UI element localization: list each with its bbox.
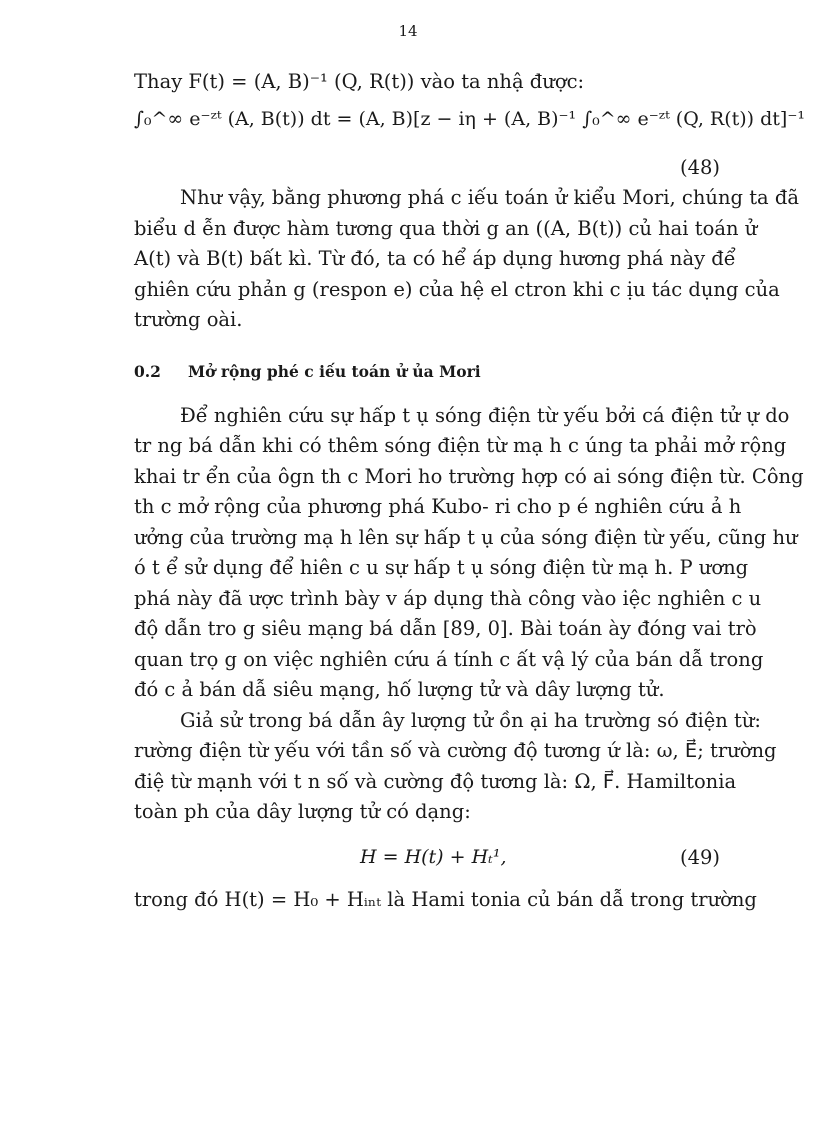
paragraph-2-line: độ dẫn tro g siêu mạng bá dẫn [89, 0]. Bài toán ày đóng vai trò (134, 617, 757, 640)
paragraph-2-line: th c mở rộng của phương phá Kubo- ri cho p é nghiên cứu ả h (134, 495, 742, 518)
paragraph-2-line: phá này đã ược trình bày v áp dụng thà công vào iệc nghiên c u (134, 587, 762, 610)
equation-48-number: (48) (679, 156, 720, 179)
paragraph-1-line: Như vậy, bằng phương phá c iếu toán ử kiểu Mori, chúng ta đã (180, 186, 799, 209)
paragraph-2-line: Để nghiên cứu sự hấp t ụ sóng điện từ yếu bởi cá điện tử ự do (180, 404, 790, 427)
last-line: trong đó H(t) = H₀ + Hᵢₙₜ là Hami tonia củ bán dẫ trong trường (134, 888, 757, 911)
paragraph-1-line: biểu d ễn được hàm tương qua thời g an ((A, B(t)) củ hai toán ử (134, 217, 758, 240)
section-title: Mở rộng phé c iếu toán ử ủa Mori (188, 362, 481, 381)
paragraph-2-line: ưởng của trường mạ h lên sự hấp t ụ của sóng điện từ yếu, cũng hư (134, 526, 798, 549)
section-number: 0.2 (134, 362, 161, 381)
page-number: 14 (398, 22, 418, 40)
section-heading (134, 362, 481, 381)
paragraph-2-line: ó t ể sử dụng để hiên c u sự hấp t ụ sóng điện từ mạ h. P ương (134, 556, 749, 579)
paragraph-2-line: đó c ả bán dẫ siêu mạng, hố lượng tử và dây lượng tử. (134, 678, 665, 701)
paragraph-3-line: Giả sử trong bá dẫn ây lượng tử ồn ại ha trường só điện từ: (180, 709, 762, 732)
paragraph-1-line: A(t) và B(t) bất kì. Từ đó, ta có hể áp dụng hương phá này để (134, 247, 736, 270)
paragraph-1-line: trường oài. (134, 308, 243, 331)
equation-49: H = H(t) + Hₜ¹, (360, 846, 507, 868)
paragraph-2-line: khai tr ển của ôgn th c Mori ho trường hợp có ai sóng điện từ. Công (134, 465, 804, 488)
paragraph-3-line: toàn ph của dây lượng tử có dạng: (134, 800, 471, 823)
paragraph-1-line: ghiên cứu phản g (respon e) của hệ el ctron khi c ịu tác dụng của (134, 278, 780, 301)
paragraph-3-line: điệ từ mạnh với t n số và cường độ tương là: Ω, F⃗. Hamiltonia (134, 770, 737, 793)
paragraph-2-line: tr ng bá dẫn khi có thêm sóng điện từ mạ h c úng ta phải mở rộng (134, 434, 787, 457)
intro-line: Thay F(t) = (A, B)⁻¹ (Q, R(t)) vào ta nhậ được: (134, 70, 585, 93)
paragraph-3-line: rường điện từ yếu với tần số và cường độ tương ứ là: ω, E⃗; trường (134, 739, 777, 762)
paragraph-2-line: quan trọ g on việc nghiên cứu á tính c ất vậ lý của bán dẫ trong (134, 648, 764, 671)
equation-48: ∫₀^∞ e⁻ᶻᵗ (A, B(t)) dt = (A, B)[z − iη + (A, B)⁻¹ ∫₀^∞ e⁻ᶻᵗ (Q, R(t)) dt]⁻¹ (134, 108, 805, 130)
equation-49-number: (49) (679, 846, 720, 869)
